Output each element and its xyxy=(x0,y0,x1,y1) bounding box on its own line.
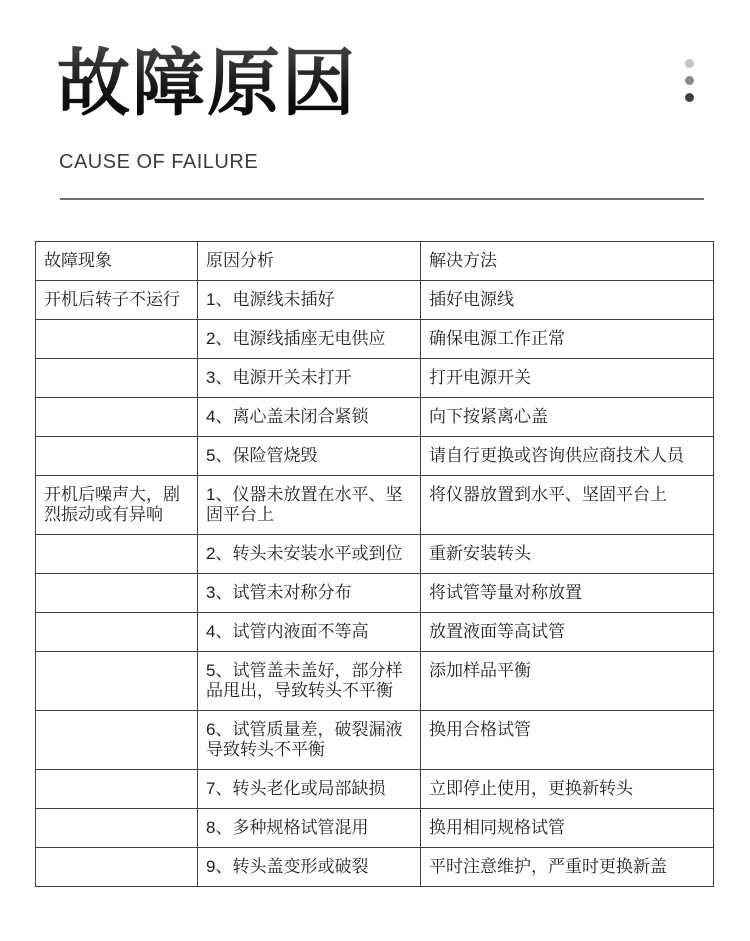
page-subtitle: CAUSE OF FAILURE xyxy=(59,151,259,173)
table-row xyxy=(36,398,714,437)
solution-cell: 向下按紧离心盖 xyxy=(421,398,714,437)
phenomenon-cell xyxy=(36,398,198,437)
table-row xyxy=(36,535,714,574)
table-header xyxy=(36,242,714,281)
dot-icon xyxy=(685,76,694,85)
table-row xyxy=(36,711,714,770)
cause-cell: 1、仪器未放置在水平、坚固平台上 xyxy=(198,476,421,535)
solution-cell: 插好电源线 xyxy=(421,281,714,320)
troubleshooting-table-wrapper xyxy=(35,241,713,887)
page-title: 故障原因 xyxy=(57,38,357,129)
solution-cell: 请自行更换或咨询供应商技术人员 xyxy=(421,437,714,476)
phenomenon-cell xyxy=(36,770,198,809)
cause-cell: 4、试管内液面不等高 xyxy=(198,613,421,652)
phenomenon-cell xyxy=(36,848,198,887)
cause-cell: 7、转头老化或局部缺损 xyxy=(198,770,421,809)
cause-cell: 3、试管未对称分布 xyxy=(198,574,421,613)
table-row xyxy=(36,652,714,711)
header-divider xyxy=(60,198,704,200)
phenomenon-cell xyxy=(36,809,198,848)
dot-icon xyxy=(685,93,694,102)
phenomenon-cell: 开机后噪声大，剧烈振动或有异响 xyxy=(36,476,198,535)
phenomenon-cell xyxy=(36,711,198,770)
solution-cell: 打开电源开关 xyxy=(421,359,714,398)
cause-cell: 6、试管质量差，破裂漏液导致转头不平衡 xyxy=(198,711,421,770)
phenomenon-cell xyxy=(36,320,198,359)
solution-cell: 放置液面等高试管 xyxy=(421,613,714,652)
table-row xyxy=(36,437,714,476)
solution-cell: 平时注意维护，严重时更换新盖 xyxy=(421,848,714,887)
cause-cell: 2、转头未安装水平或到位 xyxy=(198,535,421,574)
solution-cell: 换用合格试管 xyxy=(421,711,714,770)
table-row xyxy=(36,613,714,652)
solution-cell: 重新安装转头 xyxy=(421,535,714,574)
dot-icon xyxy=(685,59,694,68)
table-row xyxy=(36,574,714,613)
solution-cell: 换用相同规格试管 xyxy=(421,809,714,848)
phenomenon-cell xyxy=(36,535,198,574)
phenomenon-cell xyxy=(36,613,198,652)
cause-cell: 5、试管盖未盖好，部分样品甩出，导致转头不平衡 xyxy=(198,652,421,711)
table-row xyxy=(36,320,714,359)
phenomenon-cell xyxy=(36,359,198,398)
cause-cell: 8、多种规格试管混用 xyxy=(198,809,421,848)
table-header-row xyxy=(36,242,714,281)
table-row xyxy=(36,809,714,848)
phenomenon-cell xyxy=(36,574,198,613)
phenomenon-cell: 开机后转子不运行 xyxy=(36,281,198,320)
phenomenon-cell xyxy=(36,437,198,476)
table-row xyxy=(36,281,714,320)
solution-cell: 将仪器放置到水平、坚固平台上 xyxy=(421,476,714,535)
three-dots-icon xyxy=(685,59,694,102)
solution-cell: 确保电源工作正常 xyxy=(421,320,714,359)
table-row xyxy=(36,476,714,535)
cause-cell: 2、电源线插座无电供应 xyxy=(198,320,421,359)
troubleshooting-table xyxy=(35,241,714,887)
solution-cell: 立即停止使用，更换新转头 xyxy=(421,770,714,809)
solution-cell: 将试管等量对称放置 xyxy=(421,574,714,613)
header-cause: 原因分析 xyxy=(198,242,421,281)
table-row xyxy=(36,770,714,809)
cause-cell: 1、电源线未插好 xyxy=(198,281,421,320)
table-row xyxy=(36,848,714,887)
phenomenon-cell xyxy=(36,652,198,711)
cause-cell: 9、转头盖变形或破裂 xyxy=(198,848,421,887)
solution-cell: 添加样品平衡 xyxy=(421,652,714,711)
cause-cell: 5、保险管烧毁 xyxy=(198,437,421,476)
cause-cell: 3、电源开关未打开 xyxy=(198,359,421,398)
header-phenomenon: 故障现象 xyxy=(36,242,198,281)
header-solution: 解决方法 xyxy=(421,242,714,281)
cause-cell: 4、离心盖未闭合紧锁 xyxy=(198,398,421,437)
table-row xyxy=(36,359,714,398)
table-body xyxy=(36,281,714,887)
